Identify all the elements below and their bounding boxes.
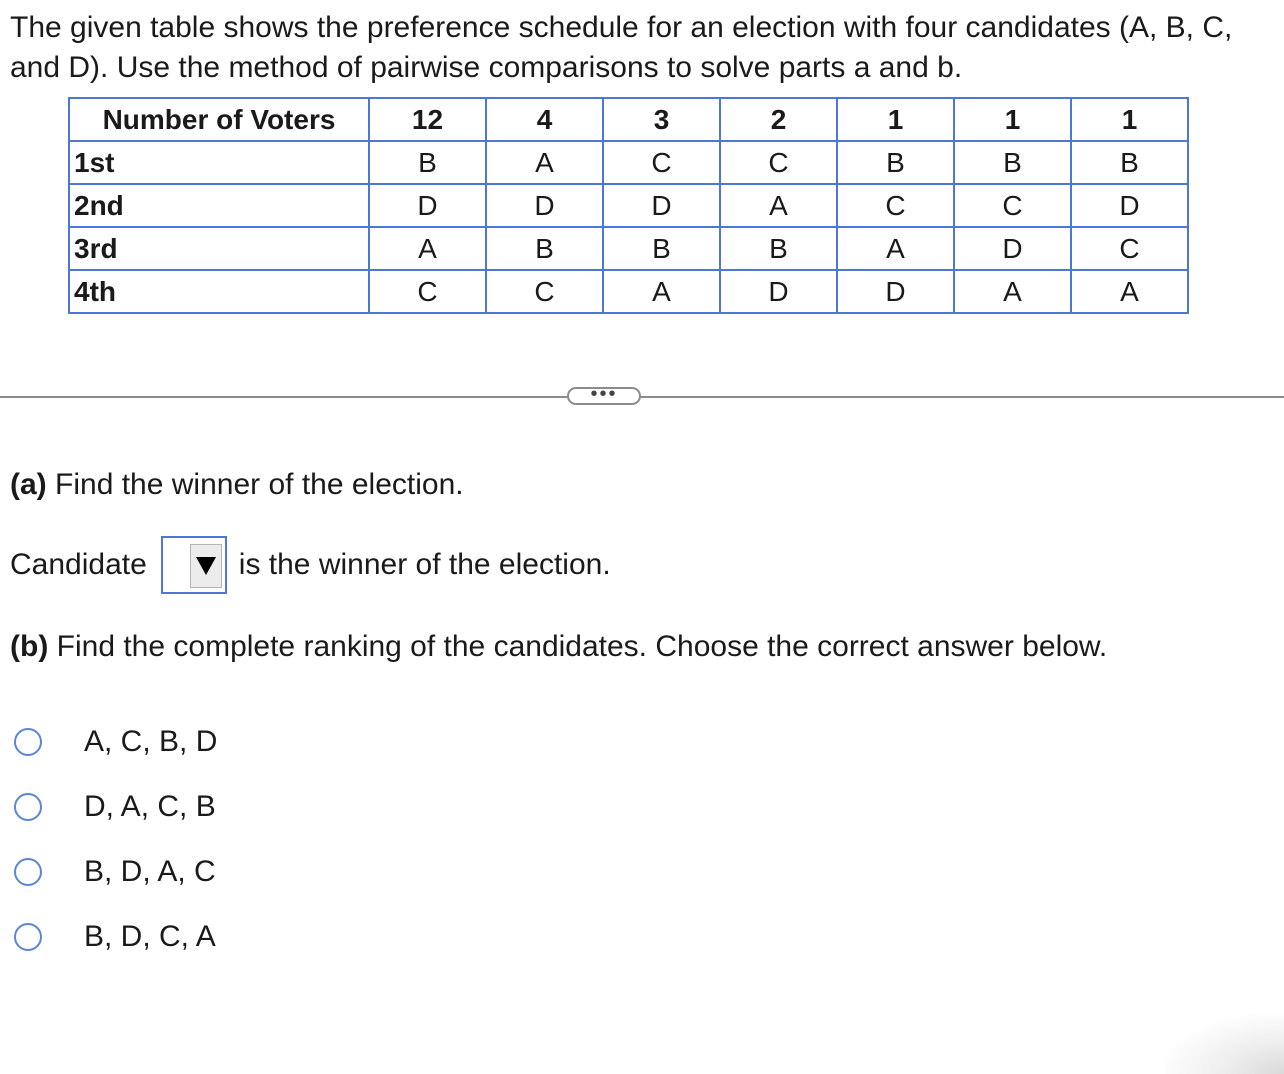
table-cell: A <box>720 184 837 227</box>
number-of-voters-header: Number of Voters <box>69 98 369 141</box>
rank-label: 1st <box>69 141 369 184</box>
part-a-label: (a) <box>10 468 47 501</box>
table-cell: C <box>369 270 486 313</box>
voters-row <box>69 98 1188 141</box>
ranking-options <box>14 718 217 978</box>
part-b-question <box>10 628 1107 666</box>
ranking-option[interactable] <box>14 718 217 766</box>
ranking-option[interactable] <box>14 783 217 831</box>
part-a-question <box>10 466 464 504</box>
part-a-text: Find the winner of the election. <box>55 468 464 501</box>
winner-dropdown[interactable] <box>161 536 227 594</box>
part-b-text: Find the complete ranking of the candidates. Choose the correct answer below. <box>56 630 1108 663</box>
rank-row-2nd <box>69 184 1188 227</box>
table-cell: C <box>486 270 603 313</box>
radio-button[interactable] <box>14 858 42 886</box>
rank-label: 3rd <box>69 227 369 270</box>
section-divider <box>0 396 1284 398</box>
table-cell: B <box>837 141 954 184</box>
table-cell: B <box>954 141 1071 184</box>
table-cell: D <box>1071 184 1188 227</box>
table-cell: C <box>720 141 837 184</box>
table-cell: A <box>954 270 1071 313</box>
table-cell: D <box>954 227 1071 270</box>
expand-more-button[interactable]: ••• <box>567 387 641 405</box>
part-b-label: (b) <box>10 630 49 663</box>
table-cell: D <box>369 184 486 227</box>
ranking-option[interactable] <box>14 913 217 961</box>
table-cell: D <box>720 270 837 313</box>
voter-count: 1 <box>837 98 954 141</box>
preference-schedule-table <box>68 97 1189 314</box>
option-label: B, D, C, A <box>84 920 216 953</box>
voter-count: 2 <box>720 98 837 141</box>
radio-button[interactable] <box>14 793 42 821</box>
table-cell: D <box>486 184 603 227</box>
voter-count: 4 <box>486 98 603 141</box>
table-cell: A <box>1071 270 1188 313</box>
table-cell: C <box>603 141 720 184</box>
option-label: B, D, A, C <box>84 855 216 888</box>
voter-count: 12 <box>369 98 486 141</box>
table-cell: C <box>837 184 954 227</box>
corner-shadow <box>1164 1014 1284 1074</box>
voter-count: 3 <box>603 98 720 141</box>
part-a-answer-row <box>10 535 611 595</box>
rank-label: 4th <box>69 270 369 313</box>
rank-row-1st <box>69 141 1188 184</box>
table-cell: B <box>603 227 720 270</box>
table-cell: A <box>837 227 954 270</box>
rank-row-4th <box>69 270 1188 313</box>
table-cell: A <box>486 141 603 184</box>
voter-count: 1 <box>1071 98 1188 141</box>
table-cell: C <box>954 184 1071 227</box>
triangle-down-icon <box>196 557 216 575</box>
table-cell: B <box>369 141 486 184</box>
rank-row-3rd <box>69 227 1188 270</box>
dropdown-arrow-button[interactable] <box>190 544 222 588</box>
option-label: D, A, C, B <box>84 790 216 823</box>
table-cell: B <box>1071 141 1188 184</box>
radio-button[interactable] <box>14 923 42 951</box>
table-cell: B <box>720 227 837 270</box>
problem-intro: The given table shows the preference schedule for an election with four candidates (A, B, C, and D). Use the method of pairwise comparisons to solve parts a and b. <box>10 11 1233 84</box>
voter-count: 1 <box>954 98 1071 141</box>
radio-button[interactable] <box>14 728 42 756</box>
table-cell: B <box>486 227 603 270</box>
option-label: A, C, B, D <box>84 725 218 758</box>
table-cell: D <box>837 270 954 313</box>
winner-suffix: is the winner of the election. <box>238 548 611 581</box>
table-cell: A <box>603 270 720 313</box>
rank-label: 2nd <box>69 184 369 227</box>
candidate-prefix: Candidate <box>10 548 147 581</box>
ranking-option[interactable] <box>14 848 217 896</box>
table-cell: D <box>603 184 720 227</box>
table-cell: A <box>369 227 486 270</box>
table-cell: C <box>1071 227 1188 270</box>
